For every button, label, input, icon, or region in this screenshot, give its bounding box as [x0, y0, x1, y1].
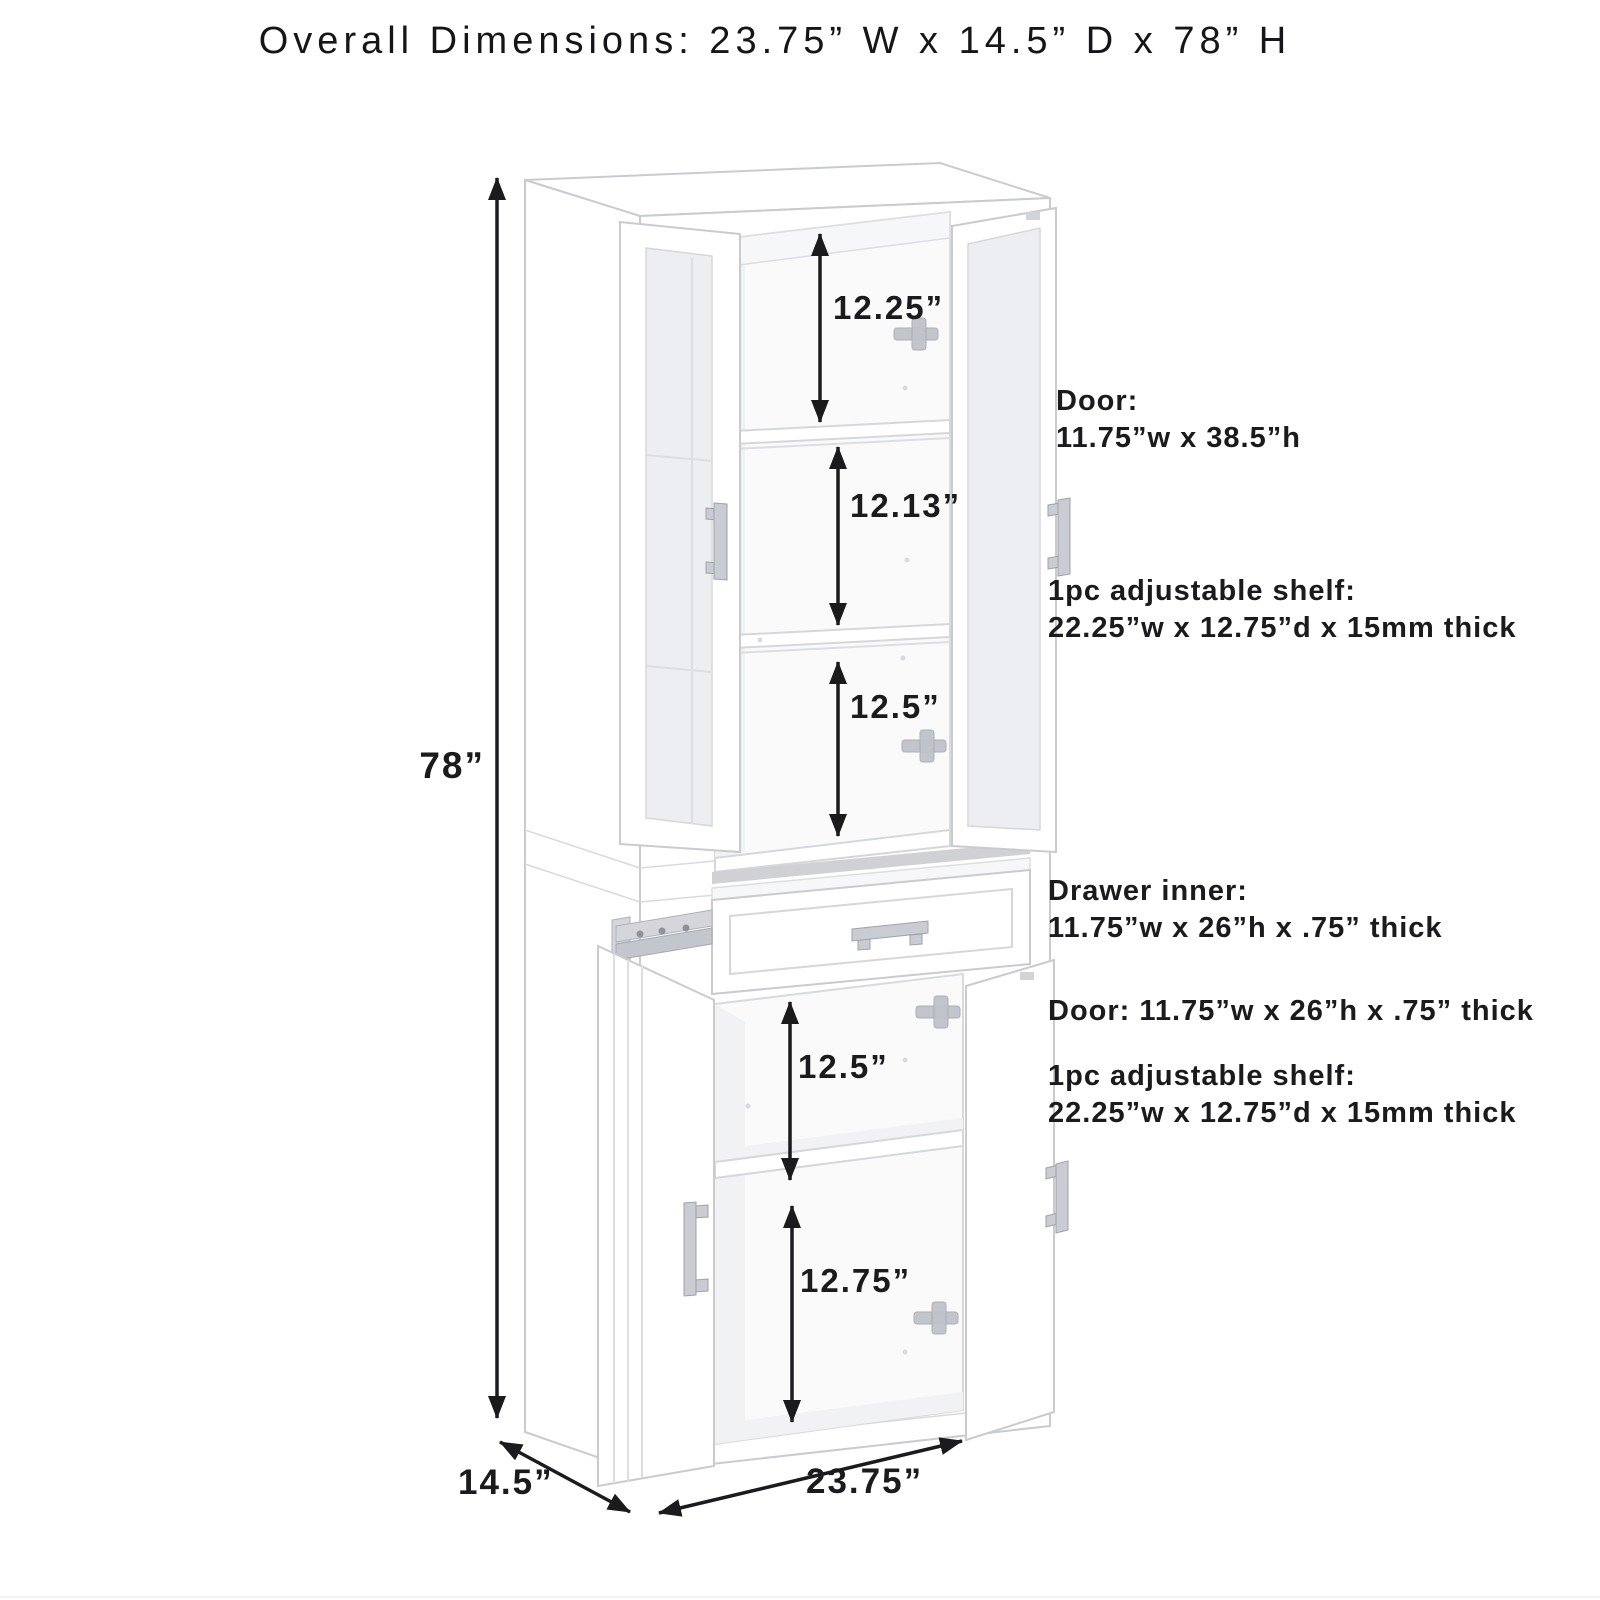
base-interior	[715, 974, 963, 1444]
overall-dimensions-title: Overall Dimensions: 23.75” W x 14.5” D x 78” H	[258, 20, 1292, 62]
note-line: Door:	[1056, 385, 1139, 417]
note-line: Door: 11.75”w x 26”h x .75” thick	[1048, 995, 1534, 1027]
note-drawer	[1048, 873, 1443, 947]
glass-panel	[646, 248, 712, 826]
note-lower-shelf	[1048, 1058, 1516, 1132]
note-line: 11.75”w x 38.5”h	[1056, 422, 1301, 454]
upper-glass-door-left	[620, 222, 740, 852]
note-upper-shelf	[1048, 573, 1516, 647]
note-line: 22.25”w x 12.75”d x 15mm thick	[1048, 612, 1517, 644]
note-lower-door	[1048, 993, 1534, 1030]
dim-label-upper-3: 12.5”	[850, 688, 941, 725]
note-line: 22.25”w x 12.75”d x 15mm thick	[1048, 1097, 1517, 1129]
dim-label-upper-2: 12.13”	[850, 487, 962, 524]
shelf-pin-hole	[903, 386, 908, 391]
lower-door-left	[598, 946, 714, 1486]
note-line: Drawer inner:	[1048, 875, 1248, 907]
shelf-pin-hole	[903, 1350, 908, 1355]
rail-rivet	[637, 931, 644, 938]
shelf-pin-hole	[746, 1104, 751, 1109]
base-opening	[715, 974, 963, 1444]
note-line: 1pc adjustable shelf:	[1048, 575, 1356, 607]
rail-rivet	[659, 928, 666, 935]
base-left-wall	[715, 1004, 745, 1444]
image-bottom-edge	[0, 1596, 1600, 1598]
dim-label-lower-2: 12.75”	[800, 1262, 912, 1299]
lower-door-right	[966, 960, 1068, 1440]
glass-panel	[968, 228, 1040, 830]
dim-label-lower-1: 12.5”	[798, 1048, 889, 1085]
note-line: 11.75”w x 26”h x .75” thick	[1048, 912, 1443, 944]
shelf-pin-hole	[758, 638, 763, 643]
note-upper-door	[1056, 383, 1301, 457]
dim-label-height: 78”	[419, 745, 485, 786]
shelf-pin-hole	[905, 558, 910, 563]
upper-glass-door-right	[952, 208, 1070, 852]
shelf-pin-hole	[903, 1058, 908, 1063]
door-latch	[1020, 972, 1034, 980]
note-line: 1pc adjustable shelf:	[1048, 1060, 1356, 1092]
dim-label-depth: 14.5”	[458, 1463, 554, 1502]
rail-rivet	[683, 925, 690, 932]
dim-label-width: 23.75”	[806, 1462, 924, 1501]
door-latch	[1026, 212, 1040, 220]
dim-label-upper-1: 12.25”	[833, 289, 945, 326]
shelf-pin-hole	[901, 656, 906, 661]
